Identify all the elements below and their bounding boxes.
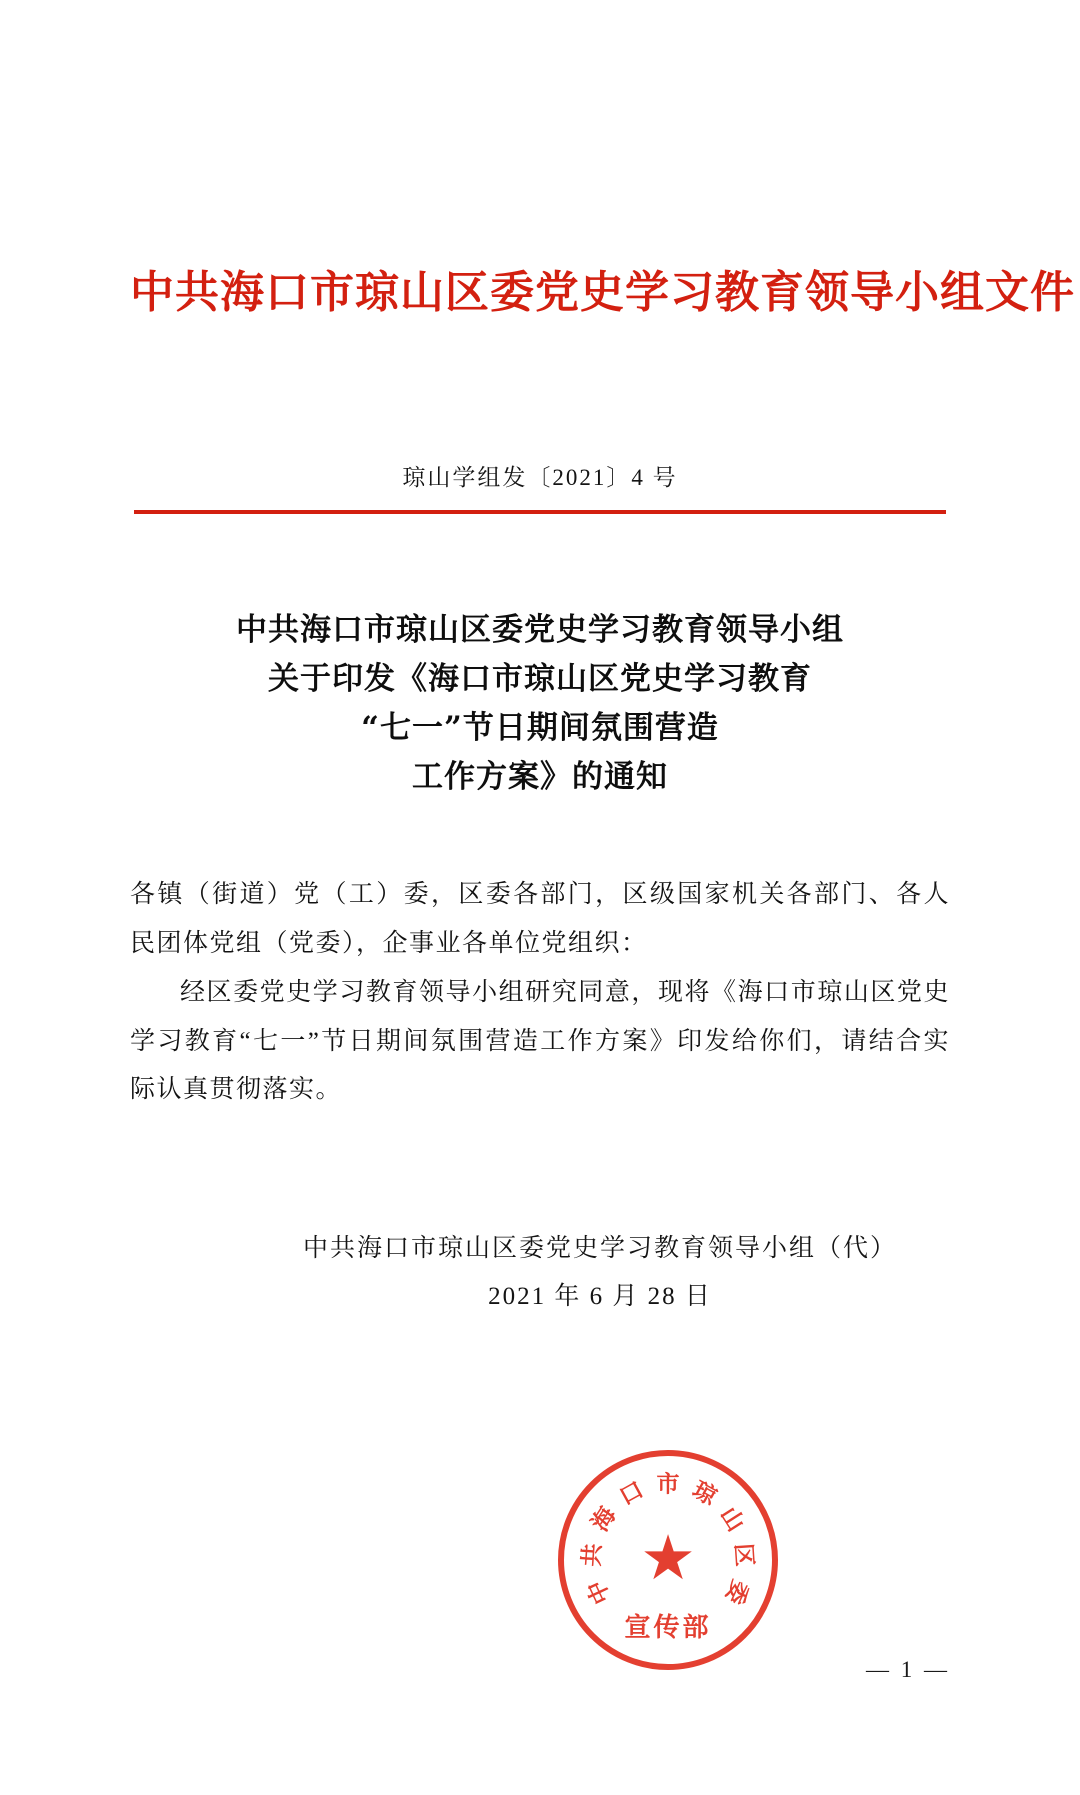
- seal-arc-text: 中 共 海 口 市 琼 山 区 委: [577, 1470, 759, 1609]
- signature-organization: 中共海口市琼山区委党史学习教育领导小组（代）: [302, 1235, 897, 1263]
- document-title-line-2: 关于印发《海口市琼山区党史学习教育: [268, 660, 812, 697]
- document-title-line-3: “七一”节日期间氛围营造: [361, 709, 719, 746]
- document-title-line-1: 中共海口市琼山区委党史学习教育领导小组: [236, 611, 844, 648]
- document-body: [130, 871, 950, 1115]
- body-paragraph-notice: 经区委党史学习教育领导小组研究同意，现将《海口市琼山区党史学习教育“七一”节日期间氛围营造工作方案》印发给你们，请结合实际认真贯彻落实。: [130, 978, 950, 1104]
- signature-block: [130, 1225, 950, 1320]
- document-title-line-4: 工作方案》的通知: [412, 758, 668, 795]
- document-title: [130, 606, 950, 802]
- signature-date: 2021 年 6 月 28 日: [488, 1282, 712, 1310]
- seal-bottom-text: 宣传部: [624, 1613, 712, 1643]
- seal-star-icon: ★: [640, 1524, 696, 1593]
- body-paragraph-addressee: 各镇（街道）党（工）委，区委各部门，区级国家机关各部门、各人民团体党组（党委），企事业各单位党组织：: [130, 881, 950, 958]
- document-page: [0, 268, 1080, 1795]
- document-masthead: 中共海口市琼山区委党史学习教育领导小组文件: [130, 267, 1075, 318]
- document-number: 琼山学组发〔2021〕4 号: [402, 464, 678, 490]
- page-number: — 1 —: [866, 1657, 950, 1682]
- red-divider-rule: [134, 510, 946, 514]
- official-red-seal: [558, 1450, 778, 1670]
